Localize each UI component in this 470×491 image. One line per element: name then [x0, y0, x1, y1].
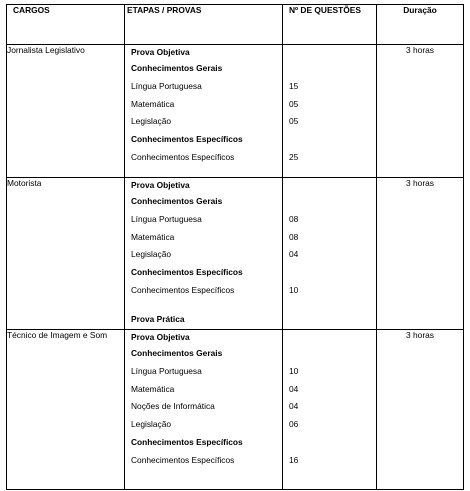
- questoes-value: 08: [289, 231, 299, 242]
- questoes-value: 10: [289, 365, 299, 376]
- cargo-cell: Técnico de Imagem e Som: [7, 330, 125, 490]
- etapa-item: Língua Portuguesa: [131, 80, 202, 91]
- etapa-item: Conhecimentos Gerais: [131, 63, 223, 73]
- questoes-value: 04: [289, 249, 299, 260]
- questoes-value: [289, 193, 376, 211]
- etapa-item: Língua Portuguesa: [131, 213, 202, 224]
- etapa-item: Legislação: [131, 419, 172, 430]
- etapa-item: Matemática: [131, 383, 175, 394]
- cargo-cell: Motorista: [7, 178, 125, 330]
- etapa-item: Prova Prática: [131, 313, 185, 324]
- etapas-cell: [125, 45, 283, 178]
- header-duracao: Duração: [377, 5, 464, 45]
- duracao-cell: 3 horas: [377, 178, 464, 330]
- etapas-cell: [125, 178, 283, 330]
- duracao-cell: 3 horas: [377, 45, 464, 178]
- etapa-item: Prova Objetiva: [131, 47, 190, 57]
- table-row: [7, 178, 464, 330]
- header-cargos: CARGOS: [7, 5, 125, 45]
- questoes-value: 10: [289, 284, 299, 295]
- questoes-value: 05: [289, 98, 299, 109]
- questoes-value: [289, 131, 376, 149]
- questoes-cell: [283, 330, 377, 490]
- spacer: [289, 300, 376, 311]
- table-row: [7, 330, 464, 490]
- etapa-item: Conhecimentos Específicos: [131, 134, 243, 145]
- etapa-item: Conhecimentos Específicos: [131, 284, 235, 295]
- exam-table: [6, 4, 464, 490]
- etapa-item: Conhecimentos Gerais: [131, 348, 223, 358]
- etapa-item: Língua Portuguesa: [131, 365, 202, 376]
- questoes-value: 05: [289, 116, 299, 127]
- questoes-value: 06: [289, 419, 299, 430]
- questoes-value: [289, 178, 376, 193]
- etapa-item: Conhecimentos Específicos: [131, 267, 243, 278]
- questoes-value: [289, 434, 376, 452]
- spacer: [131, 300, 282, 311]
- questoes-value: 25: [289, 151, 299, 162]
- etapa-item: Noções de Informática: [131, 401, 215, 412]
- table-header-row: [7, 5, 464, 45]
- questoes-value: [289, 45, 376, 60]
- questoes-cell: [283, 178, 377, 330]
- cargo-cell: Jornalista Legislativo: [7, 45, 125, 178]
- header-etapas: ETAPAS / PROVAS: [125, 5, 283, 45]
- etapas-cell: [125, 330, 283, 490]
- etapa-item: Matemática: [131, 231, 175, 242]
- etapa-item: Prova Objetiva: [131, 180, 190, 190]
- questoes-value: 15: [289, 80, 299, 91]
- questoes-value: 16: [289, 454, 299, 465]
- etapa-item: Matemática: [131, 98, 175, 109]
- questoes-cell: [283, 45, 377, 178]
- etapa-item: Legislação: [131, 249, 172, 260]
- questoes-value: [289, 345, 376, 363]
- table-row: [7, 45, 464, 178]
- questoes-value: [289, 264, 376, 282]
- duracao-cell: 3 horas: [377, 330, 464, 490]
- etapa-item: Conhecimentos Específicos: [131, 436, 243, 447]
- etapa-item: Prova Objetiva: [131, 332, 190, 342]
- questoes-value: 04: [289, 401, 299, 412]
- etapa-item: Conhecimentos Específicos: [131, 151, 235, 162]
- questoes-value: [289, 330, 376, 345]
- etapa-item: Conhecimentos Específicos: [131, 454, 235, 465]
- questoes-value: [289, 311, 376, 329]
- etapa-item: Legislação: [131, 116, 172, 127]
- header-questoes: Nº DE QUESTÕES: [283, 5, 377, 45]
- questoes-value: [289, 60, 376, 78]
- etapa-item: Conhecimentos Gerais: [131, 196, 223, 206]
- questoes-value: 04: [289, 383, 299, 394]
- questoes-value: 08: [289, 213, 299, 224]
